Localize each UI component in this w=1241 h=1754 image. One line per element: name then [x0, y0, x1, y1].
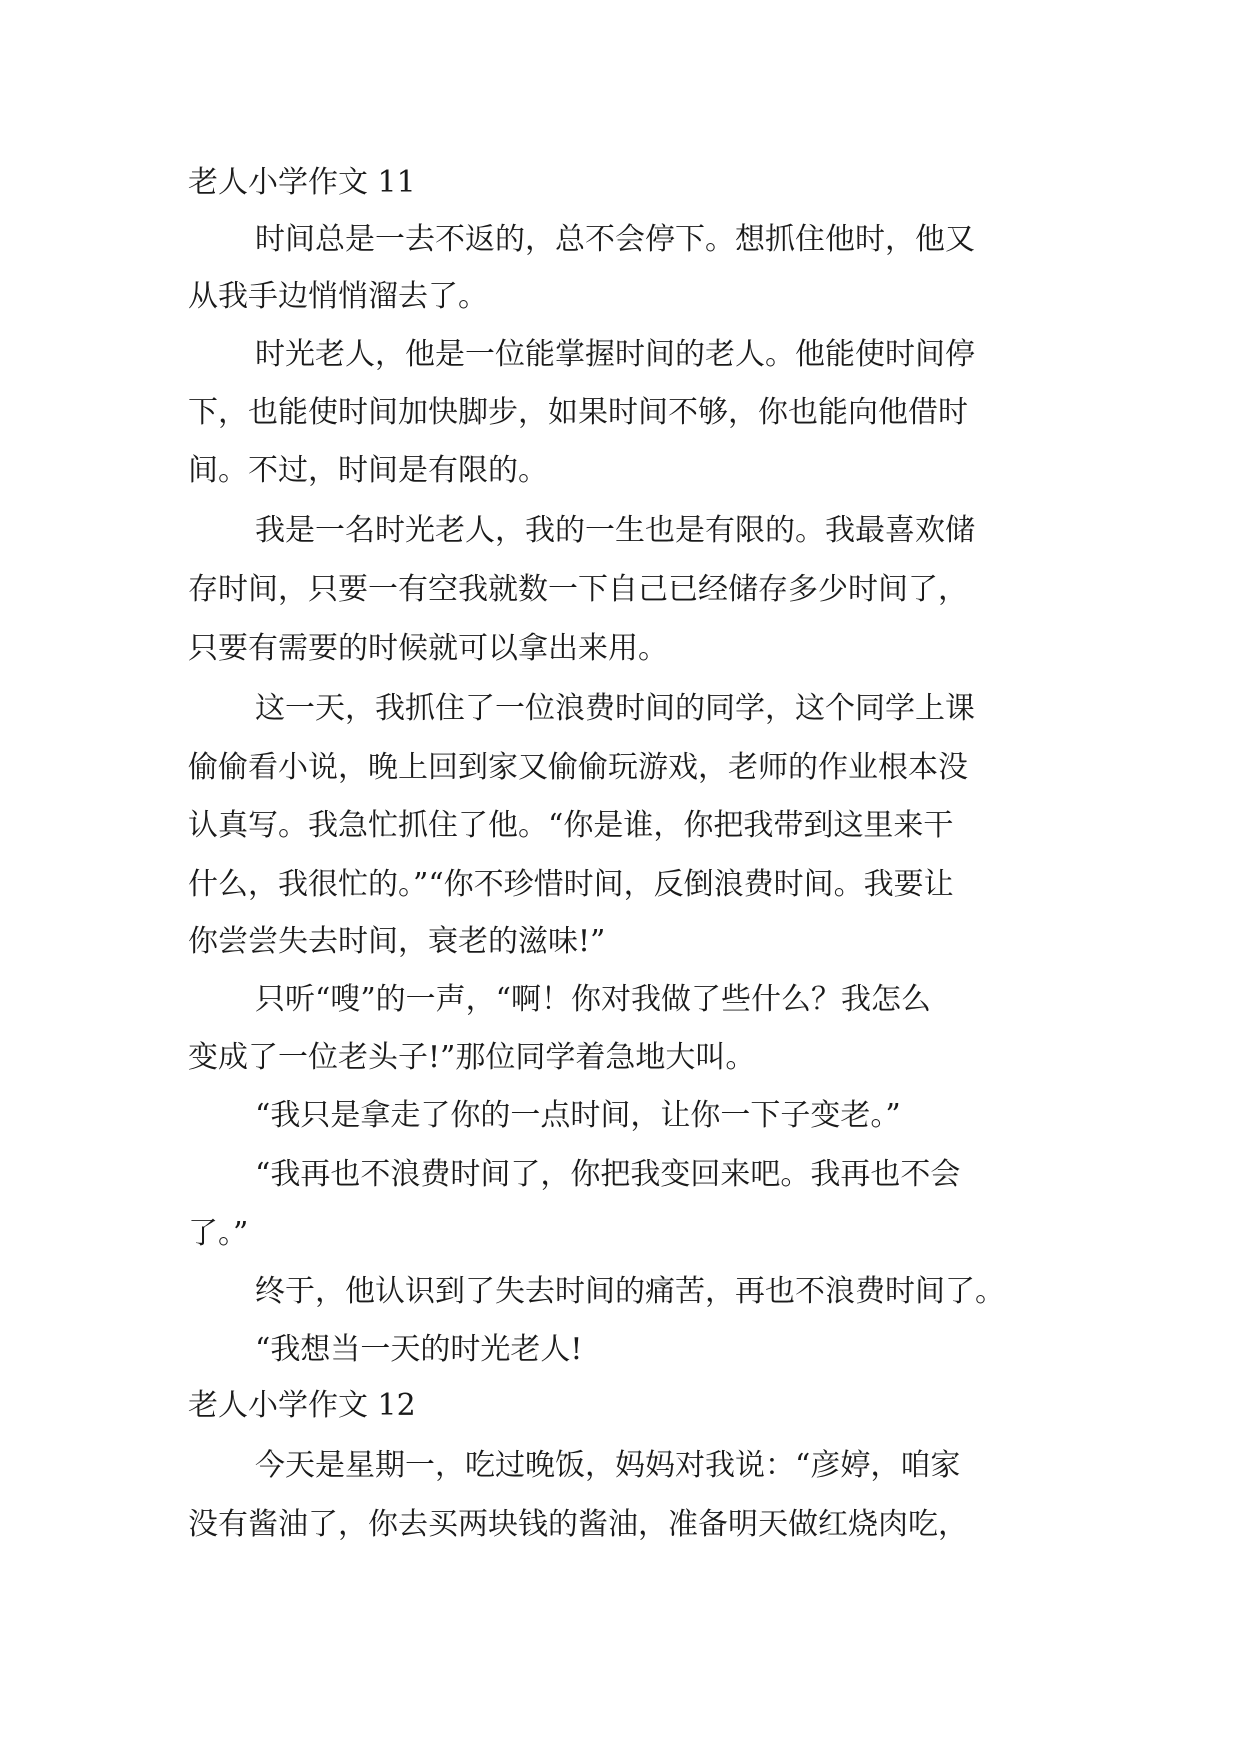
paragraph-line: 间。不过，时间是有限的。: [188, 453, 548, 488]
paragraph-line: 认真写。我急忙抓住了他。“你是谁，你把我带到这里来干: [188, 808, 954, 843]
paragraph-line: 今天是星期一，吃过晚饭，妈妈对我说：“彦婷，咱家: [255, 1448, 961, 1483]
paragraph-line: 变成了一位老头子!”那位同学着急地大叫。: [188, 1040, 756, 1075]
paragraph-line: 时间总是一去不返的，总不会停下。想抓住他时，他又: [255, 222, 975, 257]
paragraph-line: “我再也不浪费时间了，你把我变回来吧。我再也不会: [255, 1157, 961, 1192]
paragraph-line: 这一天，我抓住了一位浪费时间的同学，这个同学上课: [255, 691, 975, 726]
section-title: 老人小学作文 11: [188, 165, 416, 200]
paragraph-line: 没有酱油了，你去买两块钱的酱油，准备明天做红烧肉吃，: [188, 1507, 968, 1542]
paragraph-line: 偷偷看小说，晚上回到家又偷偷玩游戏，老师的作业根本没: [188, 750, 968, 785]
paragraph-line: 只要有需要的时候就可以拿出来用。: [188, 631, 668, 666]
paragraph-line: 你尝尝失去时间，衰老的滋味!”: [188, 924, 606, 959]
paragraph-line: “我想当一天的时光老人!: [255, 1332, 583, 1367]
paragraph-line: 从我手边悄悄溜去了。: [188, 279, 488, 314]
paragraph-line: 下，也能使时间加快脚步，如果时间不够，你也能向他借时: [188, 395, 968, 430]
paragraph-line: “我只是拿走了你的一点时间，让你一下子变老。”: [255, 1098, 901, 1133]
paragraph-line: 什么，我很忙的。”“你不珍惜时间，反倒浪费时间。我要让: [188, 867, 954, 902]
paragraph-line: 存时间，只要一有空我就数一下自己已经储存多少时间了，: [188, 572, 968, 607]
section-title: 老人小学作文 12: [188, 1388, 416, 1423]
paragraph-line: 时光老人，他是一位能掌握时间的老人。他能使时间停: [255, 337, 975, 372]
paragraph-line: 了。”: [188, 1216, 249, 1251]
paragraph-line: 终于，他认识到了失去时间的痛苦，再也不浪费时间了。: [255, 1274, 1005, 1309]
paragraph-line: 我是一名时光老人，我的一生也是有限的。我最喜欢储: [255, 513, 975, 548]
paragraph-line: 只听“嗖”的一声，“啊！你对我做了些什么？我怎么: [255, 982, 932, 1017]
